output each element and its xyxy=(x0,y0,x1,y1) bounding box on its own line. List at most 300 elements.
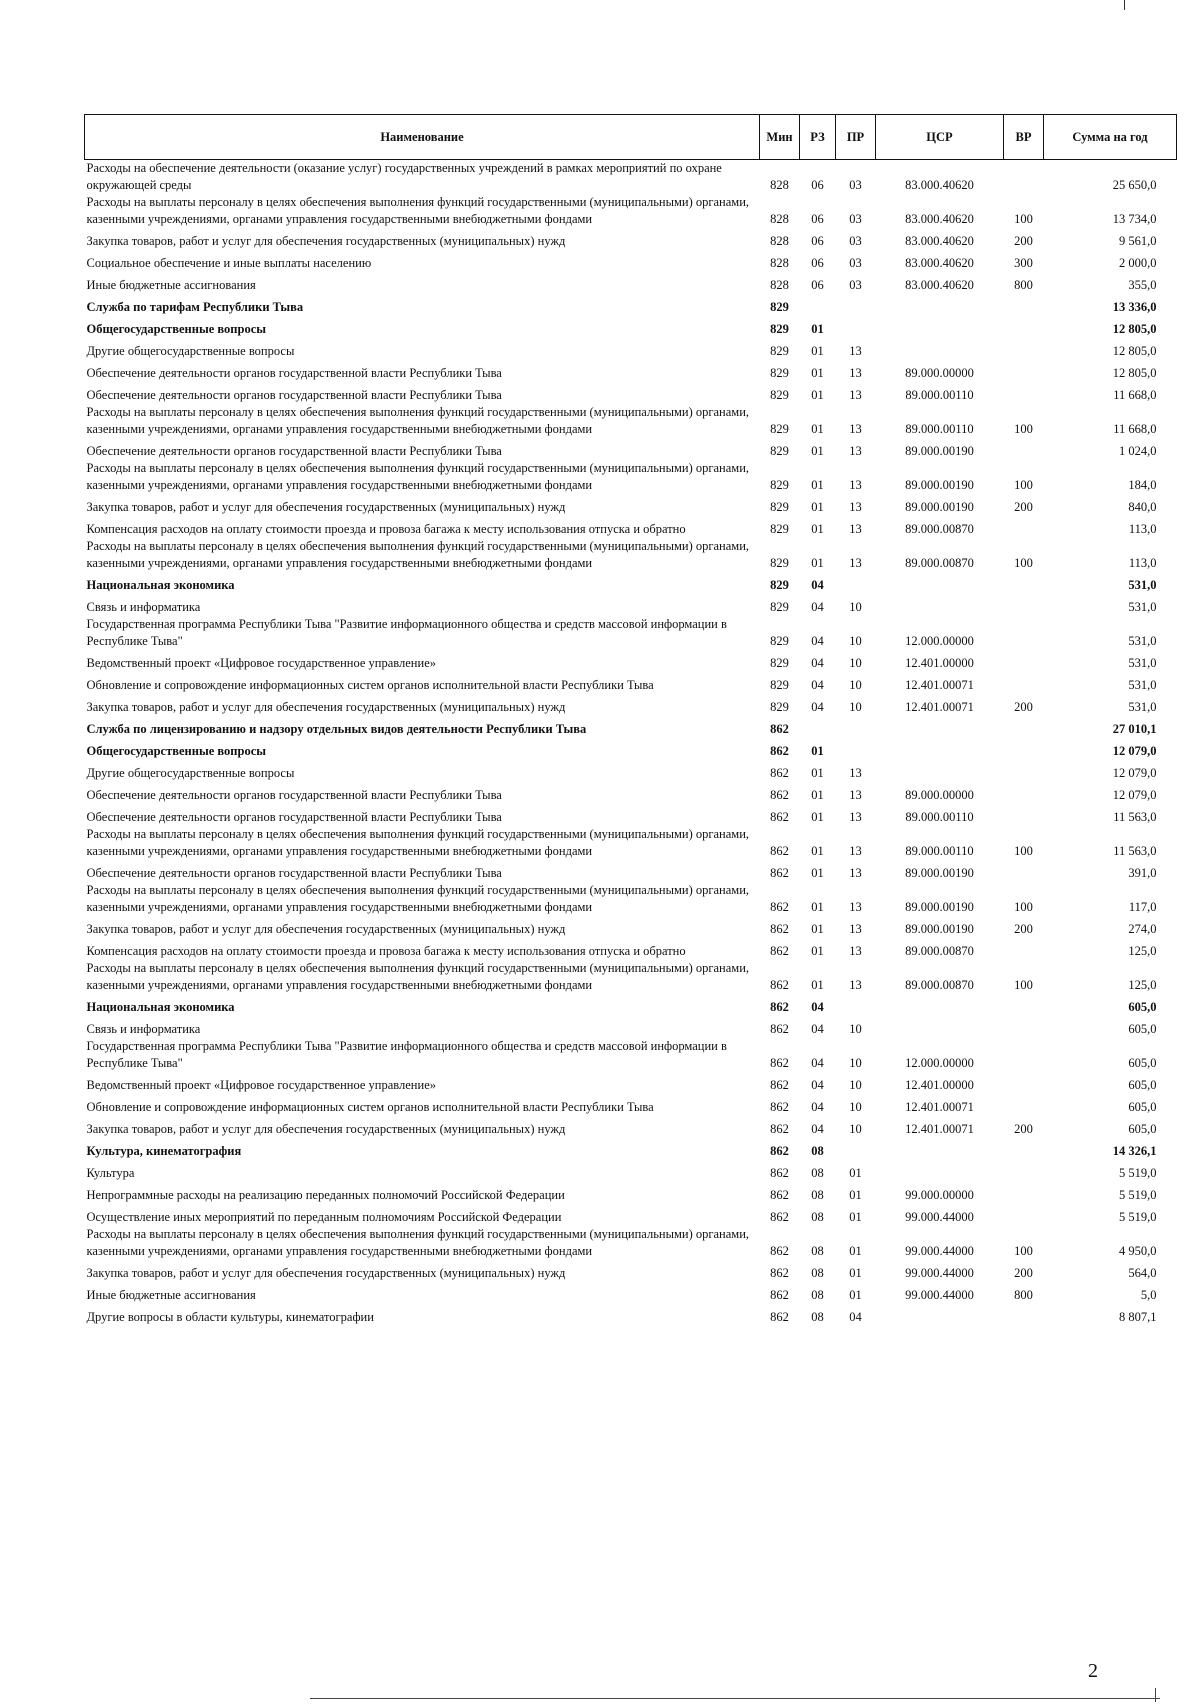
cell-csr: 83.000.40620 xyxy=(905,212,974,226)
cell-vr: 100 xyxy=(1014,478,1033,492)
cell-min: 862 xyxy=(770,844,789,858)
cell-pr xyxy=(836,716,876,738)
cell-rz: 04 xyxy=(811,1122,824,1136)
col-header-rz: РЗ xyxy=(800,115,836,160)
cell-rz: 04 xyxy=(811,1000,824,1014)
cell-csr: 89.000.00110 xyxy=(905,810,974,824)
cell-vr xyxy=(1004,804,1044,826)
cell-name: Обеспечение деятельности органов государственной власти Республики Тыва xyxy=(86,866,502,880)
cell-sum: 113,0 xyxy=(1128,556,1157,570)
cell-vr: 300 xyxy=(1014,256,1033,270)
table-row xyxy=(85,916,1177,938)
cell-pr: 10 xyxy=(849,600,862,614)
table-row xyxy=(85,1138,1177,1160)
cell-sum: 12 079,0 xyxy=(1112,766,1157,780)
cell-name: Другие вопросы в области культуры, кинематографии xyxy=(86,1310,374,1324)
cell-name: Другие общегосударственные вопросы xyxy=(86,344,295,358)
cell-pr: 13 xyxy=(849,388,862,402)
cell-min: 862 xyxy=(770,744,789,758)
table-body xyxy=(85,160,1177,1327)
cell-pr xyxy=(836,316,876,338)
cell-vr xyxy=(1004,382,1044,404)
cell-csr xyxy=(876,716,1004,738)
cell-pr: 01 xyxy=(849,1288,862,1302)
table-row xyxy=(85,1160,1177,1182)
cell-rz: 01 xyxy=(811,978,824,992)
cell-min: 862 xyxy=(770,1144,789,1158)
cell-sum: 11 668,0 xyxy=(1113,422,1157,436)
cell-sum: 605,0 xyxy=(1128,1122,1157,1136)
cell-rz: 04 xyxy=(811,678,824,692)
cell-pr: 03 xyxy=(849,234,862,248)
table-row xyxy=(85,1282,1177,1304)
cell-vr xyxy=(1004,1304,1044,1326)
cell-pr: 01 xyxy=(849,1188,862,1202)
cell-sum: 605,0 xyxy=(1128,1022,1157,1036)
cell-vr: 100 xyxy=(1014,1244,1033,1258)
table-row xyxy=(85,438,1177,460)
cell-csr: 83.000.40620 xyxy=(905,278,974,292)
cell-csr: 89.000.00190 xyxy=(905,444,974,458)
cell-name: Служба по лицензированию и надзору отдельных видов деятельности Республики Тыва xyxy=(86,722,587,736)
cell-rz: 01 xyxy=(811,388,824,402)
cell-vr xyxy=(1004,1182,1044,1204)
cell-min: 862 xyxy=(770,1244,789,1258)
cell-name: Другие общегосударственные вопросы xyxy=(86,766,295,780)
cell-pr: 10 xyxy=(849,1056,862,1070)
cell-name: Обеспечение деятельности органов государственной власти Республики Тыва xyxy=(86,388,502,402)
table-row xyxy=(85,860,1177,882)
cell-pr: 13 xyxy=(849,444,862,458)
cell-min: 828 xyxy=(770,234,789,248)
cell-pr: 01 xyxy=(849,1166,862,1180)
cell-min: 829 xyxy=(770,600,789,614)
table-row xyxy=(85,516,1177,538)
table-row xyxy=(85,1226,1177,1260)
cell-pr: 03 xyxy=(849,212,862,226)
cell-name: Обеспечение деятельности органов государственной власти Республики Тыва xyxy=(86,444,502,458)
col-header-sum: Сумма на год xyxy=(1044,115,1177,160)
cell-rz: 01 xyxy=(811,922,824,936)
cell-rz: 01 xyxy=(811,866,824,880)
cell-sum: 13 336,0 xyxy=(1112,300,1157,314)
cell-pr: 01 xyxy=(849,1244,862,1258)
table-header xyxy=(85,115,1177,160)
cell-sum: 113,0 xyxy=(1128,522,1157,536)
cell-sum: 531,0 xyxy=(1128,656,1157,670)
table-row xyxy=(85,1182,1177,1204)
cell-vr xyxy=(1004,616,1044,650)
cell-csr: 99.000.00000 xyxy=(905,1188,974,1202)
cell-vr xyxy=(1004,594,1044,616)
cell-rz: 06 xyxy=(811,212,824,226)
cell-min: 862 xyxy=(770,1188,789,1202)
table-row xyxy=(85,672,1177,694)
cell-name: Расходы на выплаты персоналу в целях обеспечения выполнения функций государственными (муниципальными) органами, казенными учреждениями, органами управления государственными внебюджетными фондами xyxy=(86,405,750,436)
cell-name: Компенсация расходов на оплату стоимости проезда и провоза багажа к месту использования отпуска и обратно xyxy=(86,944,686,958)
cell-rz: 01 xyxy=(811,744,824,758)
cell-rz: 06 xyxy=(811,234,824,248)
cell-csr xyxy=(876,572,1004,594)
cell-pr: 01 xyxy=(849,1266,862,1280)
cell-name: Национальная экономика xyxy=(86,1000,235,1014)
cell-min: 829 xyxy=(770,634,789,648)
cell-sum: 564,0 xyxy=(1128,1266,1157,1280)
cell-csr xyxy=(876,594,1004,616)
cell-pr: 13 xyxy=(849,766,862,780)
cell-name: Закупка товаров, работ и услуг для обеспечения государственных (муниципальных) нужд xyxy=(86,700,566,714)
cell-min: 862 xyxy=(770,1122,789,1136)
cell-pr: 13 xyxy=(849,844,862,858)
cell-sum: 12 805,0 xyxy=(1112,344,1157,358)
cell-csr: 99.000.44000 xyxy=(905,1288,974,1302)
cell-vr: 200 xyxy=(1014,1266,1033,1280)
cell-rz: 01 xyxy=(811,810,824,824)
cell-min: 862 xyxy=(770,1022,789,1036)
cell-name: Компенсация расходов на оплату стоимости проезда и провоза багажа к месту использования отпуска и обратно xyxy=(86,522,686,536)
cell-pr: 10 xyxy=(849,678,862,692)
cell-pr: 13 xyxy=(849,788,862,802)
cell-rz: 08 xyxy=(811,1188,824,1202)
scan-mark-top xyxy=(1124,0,1125,10)
cell-min: 862 xyxy=(770,722,789,736)
cell-name: Расходы на выплаты персоналу в целях обеспечения выполнения функций государственными (муниципальными) органами, казенными учреждениями, органами управления государственными внебюджетными фондами xyxy=(86,1227,750,1258)
cell-csr: 89.000.00110 xyxy=(905,844,974,858)
cell-name: Связь и информатика xyxy=(86,1022,201,1036)
cell-min: 862 xyxy=(770,978,789,992)
cell-csr: 89.000.00110 xyxy=(905,388,974,402)
cell-min: 862 xyxy=(770,922,789,936)
table-row xyxy=(85,694,1177,716)
cell-vr: 100 xyxy=(1014,422,1033,436)
cell-name: Закупка товаров, работ и услуг для обеспечения государственных (муниципальных) нужд xyxy=(86,1122,566,1136)
table-row xyxy=(85,382,1177,404)
cell-name: Закупка товаров, работ и услуг для обеспечения государственных (муниципальных) нужд xyxy=(86,500,566,514)
col-header-csr: ЦСР xyxy=(876,115,1004,160)
cell-rz: 08 xyxy=(811,1210,824,1224)
cell-min: 829 xyxy=(770,678,789,692)
cell-pr: 13 xyxy=(849,944,862,958)
cell-rz: 08 xyxy=(811,1310,824,1324)
cell-vr xyxy=(1004,338,1044,360)
cell-csr: 89.000.00000 xyxy=(905,788,974,802)
cell-csr: 89.000.00190 xyxy=(905,866,974,880)
cell-pr xyxy=(836,572,876,594)
cell-min: 829 xyxy=(770,388,789,402)
cell-rz: 08 xyxy=(811,1244,824,1258)
cell-sum: 11 563,0 xyxy=(1113,844,1157,858)
cell-name: Обновление и сопровождение информационных систем органов исполнительной власти Республики Тыва xyxy=(86,1100,654,1114)
table-row xyxy=(85,316,1177,338)
table-row xyxy=(85,1116,1177,1138)
cell-sum: 1 024,0 xyxy=(1119,444,1157,458)
cell-rz: 04 xyxy=(811,1100,824,1114)
cell-name: Осуществление иных мероприятий по переданным полномочиям Российской Федерации xyxy=(86,1210,562,1224)
table-row xyxy=(85,360,1177,382)
table-row xyxy=(85,938,1177,960)
cell-min: 829 xyxy=(770,478,789,492)
cell-csr: 99.000.44000 xyxy=(905,1210,974,1224)
cell-vr xyxy=(1004,316,1044,338)
cell-pr: 10 xyxy=(849,634,862,648)
cell-rz: 01 xyxy=(811,944,824,958)
cell-min: 829 xyxy=(770,700,789,714)
cell-pr: 13 xyxy=(849,522,862,536)
table-row xyxy=(85,760,1177,782)
cell-vr xyxy=(1004,938,1044,960)
cell-name: Расходы на выплаты персоналу в целях обеспечения выполнения функций государственными (муниципальными) органами, казенными учреждениями, органами управления государственными внебюджетными фондами xyxy=(86,961,750,992)
cell-vr xyxy=(1004,1038,1044,1072)
cell-sum: 4 950,0 xyxy=(1119,1244,1157,1258)
cell-pr: 04 xyxy=(849,1310,862,1324)
cell-sum: 5 519,0 xyxy=(1119,1166,1157,1180)
cell-csr: 12.401.00071 xyxy=(905,1100,974,1114)
cell-sum: 125,0 xyxy=(1128,944,1157,958)
cell-csr xyxy=(876,316,1004,338)
col-header-name: Наименование xyxy=(85,115,760,160)
table-row xyxy=(85,1304,1177,1326)
table-row xyxy=(85,1204,1177,1226)
cell-name: Расходы на выплаты персоналу в целях обеспечения выполнения функций государственными (муниципальными) органами, казенными учреждениями, органами управления государственными внебюджетными фондами xyxy=(86,883,750,914)
cell-sum: 14 326,1 xyxy=(1112,1144,1157,1158)
budget-table xyxy=(84,114,1177,1326)
cell-sum: 605,0 xyxy=(1128,1078,1157,1092)
budget-table-page xyxy=(84,114,1176,1326)
cell-sum: 184,0 xyxy=(1128,478,1157,492)
cell-sum: 117,0 xyxy=(1128,900,1157,914)
cell-min: 862 xyxy=(770,1210,789,1224)
cell-vr xyxy=(1004,160,1044,195)
cell-sum: 12 079,0 xyxy=(1112,788,1157,802)
cell-csr: 12.000.00000 xyxy=(905,634,974,648)
cell-rz: 01 xyxy=(811,344,824,358)
cell-name: Обеспечение деятельности органов государственной власти Республики Тыва xyxy=(86,366,502,380)
cell-min: 829 xyxy=(770,344,789,358)
cell-rz: 04 xyxy=(811,1078,824,1092)
cell-rz: 04 xyxy=(811,1022,824,1036)
cell-vr: 100 xyxy=(1014,844,1033,858)
cell-pr: 10 xyxy=(849,700,862,714)
table-row xyxy=(85,804,1177,826)
table-row xyxy=(85,1094,1177,1116)
cell-sum: 391,0 xyxy=(1128,866,1157,880)
table-row xyxy=(85,738,1177,760)
table-row xyxy=(85,194,1177,228)
cell-vr xyxy=(1004,760,1044,782)
cell-csr: 83.000.40620 xyxy=(905,256,974,270)
cell-csr: 89.000.00190 xyxy=(905,478,974,492)
table-row xyxy=(85,404,1177,438)
cell-vr: 200 xyxy=(1014,700,1033,714)
cell-pr xyxy=(836,994,876,1016)
cell-min: 829 xyxy=(770,578,789,592)
cell-sum: 25 650,0 xyxy=(1112,178,1157,192)
cell-name: Национальная экономика xyxy=(86,578,235,592)
table-row xyxy=(85,460,1177,494)
cell-min: 862 xyxy=(770,944,789,958)
cell-rz: 01 xyxy=(811,422,824,436)
cell-pr: 13 xyxy=(849,366,862,380)
cell-rz: 04 xyxy=(811,1056,824,1070)
cell-pr: 10 xyxy=(849,1122,862,1136)
col-header-min: Мин xyxy=(760,115,800,160)
scan-mark-bottom xyxy=(1155,1688,1156,1702)
cell-vr xyxy=(1004,1138,1044,1160)
cell-vr xyxy=(1004,994,1044,1016)
cell-csr: 12.401.00071 xyxy=(905,1122,974,1136)
cell-pr xyxy=(836,738,876,760)
cell-vr: 800 xyxy=(1014,1288,1033,1302)
table-row xyxy=(85,826,1177,860)
scan-bottom-line xyxy=(310,1698,1160,1699)
cell-rz: 01 xyxy=(811,788,824,802)
cell-vr: 200 xyxy=(1014,1122,1033,1136)
cell-min: 862 xyxy=(770,1056,789,1070)
cell-vr xyxy=(1004,1072,1044,1094)
table-row xyxy=(85,1016,1177,1038)
cell-pr: 10 xyxy=(849,1022,862,1036)
cell-rz: 04 xyxy=(811,578,824,592)
cell-name: Культура, кинематография xyxy=(86,1144,242,1158)
cell-min: 829 xyxy=(770,500,789,514)
cell-name: Государственная программа Республики Тыва "Развитие информационного общества и средств массовой информации в Республике Тыва" xyxy=(86,617,727,648)
cell-rz: 06 xyxy=(811,178,824,192)
cell-sum: 531,0 xyxy=(1128,634,1157,648)
cell-pr: 03 xyxy=(849,256,862,270)
table-row xyxy=(85,494,1177,516)
cell-sum: 531,0 xyxy=(1128,700,1157,714)
cell-min: 862 xyxy=(770,900,789,914)
cell-rz: 04 xyxy=(811,600,824,614)
cell-min: 829 xyxy=(770,522,789,536)
cell-sum: 8 807,1 xyxy=(1119,1310,1157,1324)
cell-csr xyxy=(876,1304,1004,1326)
cell-sum: 11 668,0 xyxy=(1113,388,1157,402)
cell-rz: 08 xyxy=(811,1144,824,1158)
cell-sum: 605,0 xyxy=(1128,1100,1157,1114)
cell-name: Социальное обеспечение и иные выплаты населению xyxy=(86,256,372,270)
table-row xyxy=(85,294,1177,316)
cell-csr: 89.000.00110 xyxy=(905,422,974,436)
cell-name: Непрограммные расходы на реализацию переданных полномочий Российской Федерации xyxy=(86,1188,565,1202)
page-number: 2 xyxy=(1088,1660,1098,1682)
cell-name: Закупка товаров, работ и услуг для обеспечения государственных (муниципальных) нужд xyxy=(86,234,566,248)
cell-min: 829 xyxy=(770,656,789,670)
cell-pr: 13 xyxy=(849,866,862,880)
cell-sum: 13 734,0 xyxy=(1112,212,1157,226)
cell-csr: 89.000.00000 xyxy=(905,366,974,380)
cell-sum: 605,0 xyxy=(1128,1000,1157,1014)
cell-name: Расходы на выплаты персоналу в целях обеспечения выполнения функций государственными (муниципальными) органами, казенными учреждениями, органами управления государственными внебюджетными фондами xyxy=(86,827,750,858)
cell-csr xyxy=(876,994,1004,1016)
cell-min: 862 xyxy=(770,1100,789,1114)
cell-vr xyxy=(1004,360,1044,382)
cell-sum: 5 519,0 xyxy=(1119,1210,1157,1224)
cell-name: Ведомственный проект «Цифровое государственное управление» xyxy=(86,1078,436,1092)
cell-csr xyxy=(876,294,1004,316)
cell-rz: 01 xyxy=(811,500,824,514)
table-row xyxy=(85,650,1177,672)
cell-name: Обновление и сопровождение информационных систем органов исполнительной власти Республики Тыва xyxy=(86,678,654,692)
cell-rz: 04 xyxy=(811,700,824,714)
cell-pr: 13 xyxy=(849,478,862,492)
cell-min: 828 xyxy=(770,212,789,226)
table-row xyxy=(85,882,1177,916)
cell-vr xyxy=(1004,738,1044,760)
cell-csr xyxy=(876,1016,1004,1038)
cell-name: Общегосударственные вопросы xyxy=(86,322,267,336)
table-row xyxy=(85,960,1177,994)
table-row xyxy=(85,1038,1177,1072)
cell-min: 829 xyxy=(770,366,789,380)
table-row xyxy=(85,228,1177,250)
table-row xyxy=(85,782,1177,804)
cell-csr: 12.000.00000 xyxy=(905,1056,974,1070)
cell-name: Ведомственный проект «Цифровое государственное управление» xyxy=(86,656,436,670)
cell-csr: 12.401.00000 xyxy=(905,1078,974,1092)
cell-csr: 89.000.00190 xyxy=(905,500,974,514)
cell-vr xyxy=(1004,650,1044,672)
table-row xyxy=(85,538,1177,572)
cell-min: 862 xyxy=(770,810,789,824)
cell-min: 862 xyxy=(770,866,789,880)
table-row xyxy=(85,1072,1177,1094)
cell-min: 862 xyxy=(770,766,789,780)
table-row xyxy=(85,250,1177,272)
cell-rz: 01 xyxy=(811,366,824,380)
cell-name: Обеспечение деятельности органов государственной власти Республики Тыва xyxy=(86,788,502,802)
cell-rz: 08 xyxy=(811,1266,824,1280)
cell-vr xyxy=(1004,294,1044,316)
cell-sum: 12 805,0 xyxy=(1112,322,1157,336)
table-row xyxy=(85,994,1177,1016)
cell-sum: 605,0 xyxy=(1128,1056,1157,1070)
cell-pr: 10 xyxy=(849,656,862,670)
cell-csr: 12.401.00071 xyxy=(905,678,974,692)
cell-min: 828 xyxy=(770,178,789,192)
cell-sum: 2 000,0 xyxy=(1119,256,1157,270)
cell-csr: 89.000.00190 xyxy=(905,922,974,936)
cell-csr: 83.000.40620 xyxy=(905,234,974,248)
cell-rz: 01 xyxy=(811,478,824,492)
cell-pr: 13 xyxy=(849,978,862,992)
col-header-vr: ВР xyxy=(1004,115,1044,160)
cell-name: Культура xyxy=(86,1166,135,1180)
table-row xyxy=(85,616,1177,650)
cell-sum: 11 563,0 xyxy=(1113,810,1157,824)
cell-csr: 99.000.44000 xyxy=(905,1266,974,1280)
cell-sum: 5,0 xyxy=(1140,1288,1157,1302)
cell-vr: 100 xyxy=(1014,978,1033,992)
cell-csr: 89.000.00870 xyxy=(905,978,974,992)
cell-pr: 10 xyxy=(849,1100,862,1114)
table-row xyxy=(85,716,1177,738)
cell-pr: 01 xyxy=(849,1210,862,1224)
cell-csr: 12.401.00000 xyxy=(905,656,974,670)
cell-min: 862 xyxy=(770,1000,789,1014)
col-header-pr: ПР xyxy=(836,115,876,160)
cell-rz: 01 xyxy=(811,844,824,858)
cell-name: Закупка товаров, работ и услуг для обеспечения государственных (муниципальных) нужд xyxy=(86,1266,566,1280)
cell-pr: 03 xyxy=(849,278,862,292)
cell-min: 862 xyxy=(770,1166,789,1180)
cell-vr: 100 xyxy=(1014,900,1033,914)
cell-min: 828 xyxy=(770,256,789,270)
cell-pr: 10 xyxy=(849,1078,862,1092)
cell-pr xyxy=(836,294,876,316)
cell-pr: 13 xyxy=(849,922,862,936)
cell-rz: 08 xyxy=(811,1288,824,1302)
